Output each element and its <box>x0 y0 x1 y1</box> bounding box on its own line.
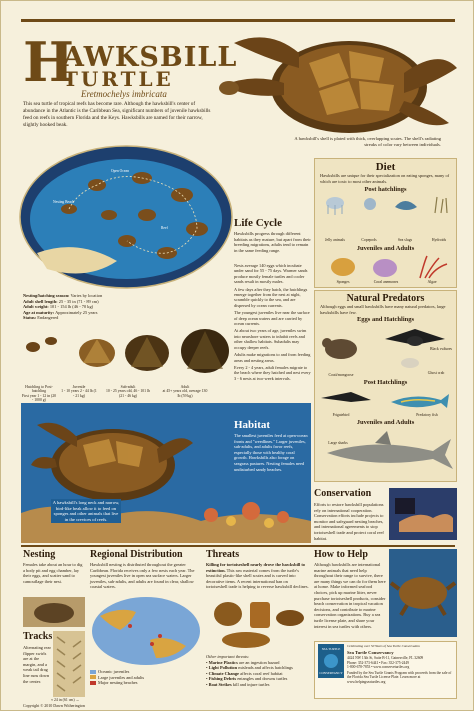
lifecycle-bullets <box>234 263 312 381</box>
legend-swatch <box>90 681 96 685</box>
lifecycle-heading: Life Cycle <box>234 217 282 229</box>
threats-other-heading: Other important threats: <box>206 654 250 659</box>
stc-name: Sea Turtle Conservancy <box>347 650 394 655</box>
predators-post-icons <box>315 388 456 414</box>
lifecycle-bullet: At about two years of age, juveniles swim into nearshore waters to inhabit reefs and other shallow habitats. Subadults may occupy deeper reefs. <box>234 328 307 350</box>
legend-swatch <box>90 670 96 674</box>
lc-label-open-ocean: Open Ocean <box>111 169 129 173</box>
stc-celebrating: Celebrating over 50 Years of Sea Turtle Conservation <box>347 644 420 648</box>
diet-panel <box>314 158 457 288</box>
lc-label-nesting: Nesting Beach <box>53 200 75 204</box>
predators-adult-heading: Juveniles and Adults <box>356 419 415 426</box>
habitat-heading: Habitat <box>234 419 271 431</box>
shell-caption: A hawksbill's shell is plated with thick, overlapping scutes. The shell's radiating streaks of color vary between individuals. <box>294 136 441 147</box>
copyright: Copyright © 2010 Dawn Witherington <box>23 703 85 708</box>
stc-address: 4424 NW 13th St, Suite B-11, Gainesville, FL 32609 Phone: 352-373-6441 • Fax: 352-375-2449 1-800-678-7853 • www.conserveturtles.org Funded by the Sea Turtle Grants Program with proceeds from the sale of the Florida Sea Turtle License Plate. Learn more at www.helpingseaturtles.org <box>347 656 455 685</box>
predators-post-heading: Post Hatchlings <box>363 379 408 386</box>
stc-web-link[interactable]: 1-800-678-7853 • www.conserveturtles.org <box>347 665 410 670</box>
pred-label-frigatebird: Frigatebird <box>332 413 350 417</box>
threat-item: • Light Pollution misleads and affects hatchlings <box>206 665 293 671</box>
predators-panel <box>314 290 457 482</box>
top-border-strip <box>21 19 455 22</box>
pred-label-fish: Predatory fish <box>416 413 438 417</box>
stat-line-maturity: Age at maturity: Approximately 25 years <box>23 309 98 315</box>
intro-text: This sea turtle of tropical reefs has become rare. Although the hawksbill's center of abundance in the Atlantic is the Caribbean Sea, significant numbers of juvenile hawksbills feed on reefs in southern Florida and the Keys. Hawksbills are named for their narrow, slightly hooked beak. <box>23 101 211 128</box>
title-line-2: TURTLE <box>63 67 174 91</box>
conservation-photo <box>389 488 457 540</box>
threat-item: • Climate Change affects coral reef habitat <box>206 670 283 676</box>
nesting-heading: Nesting <box>23 549 56 560</box>
habitat-caption: A hawksbill's long neck and narrow, bird-like beak allow it to feed on sponges and other animals that live in the crevices of reefs. <box>52 500 120 522</box>
diet-intro: Hawksbills are unique for their specialization on eating sponges, many of which are toxic to most other animals. <box>320 173 450 184</box>
distribution-map <box>90 596 202 666</box>
region-heading: Regional Distribution <box>90 549 183 560</box>
stat-line-weight: Adult weight: 101 - 154 lb (46 - 70 kg) <box>23 304 94 310</box>
conservation-text: Efforts to restore hawksbill populations rely on international cooperation. Conservation efforts include projects to monitor and safeguard nesting beaches, and international agreements to stop tortoiseshell trade and protect coral reef habitat. <box>314 502 384 541</box>
stc-block <box>314 641 457 699</box>
lifecycle-bullet: Adults make migrations to and from feeding areas and nesting areas. <box>234 352 311 363</box>
stats-block <box>23 293 211 321</box>
howto-heading: How to Help <box>314 549 368 560</box>
region-text: Hawksbill nesting is distributed throughout the greater Caribbean. Florida receives only a few nests each year. The youngest juveniles live in open sea surface waters. Larger juveniles, sub-adults, and adults are found in clear, shallow coastal waters. <box>90 562 195 590</box>
tracks-heading: Tracks <box>23 631 53 642</box>
tracks-width: ≈ 24 in (61 cm) → <box>51 698 80 702</box>
howto-photo <box>389 549 457 637</box>
conservation-heading: Conservation <box>314 488 372 499</box>
legend-item: Oceanic juveniles <box>90 669 202 675</box>
hero-turtle-illustration <box>199 23 461 141</box>
legend-item: Large juveniles and adults <box>90 675 202 681</box>
title-line-1: AWKSBILL <box>63 42 238 73</box>
diet-adult-heading: Juveniles and Adults <box>356 245 415 252</box>
diet-post-icons <box>315 193 456 215</box>
title-first-letter: H <box>23 30 75 94</box>
lifecycle-bullet: Every 2 - 4 years, adult females migrate to the beach where they hatched and nest every 3 - 6 nests at two-week intervals. <box>234 364 311 381</box>
lifecycle-bullet: A few days after they hatch, the hatchlings emerge together from the nest at night, scramble quickly to the sea, and are dispersed by ocean currents. <box>234 286 308 308</box>
pred-label-coati: Coati/mongoose <box>328 373 354 377</box>
diet-label-jelly: Jelly animals <box>325 238 345 242</box>
threat-item: • Fishing Debris entangles and drowns turtles <box>206 676 288 682</box>
scientific-name: Eretmochelys imbricata <box>81 89 167 99</box>
tracks-text: Alternating rear flipper swirls are at the margin, and a weak tail drag line runs down the center. <box>23 645 51 684</box>
stage-adult: Adult at 45+ years old, average 130 lb (59 kg) <box>162 385 208 398</box>
stage-juvenile: Juvenile 1 - 10 years 2 - 44 lb (1 - 21 kg) <box>61 385 97 398</box>
tortoiseshell-items <box>206 596 310 652</box>
diet-label-hydroids: Hydroids <box>431 238 447 242</box>
diet-label-seaslugs: Sea slugs <box>397 238 413 242</box>
threats-heading: Threats <box>206 549 240 560</box>
threats-intro: Killing for tortoiseshell nearly drove the hawksbill to extinction. This raw material comes from the turtle's beautiful plastic-like shell scutes and is carved into decorative items. A recent international ban on tortoiseshell trade is helping to reverse hawksbill declines. <box>206 562 309 590</box>
diet-adult-icons <box>315 254 456 280</box>
lc-label-reef: Reef <box>161 226 168 230</box>
nesting-photo <box>23 597 85 627</box>
diet-label-copepods: Copepods <box>361 238 377 242</box>
stc-logo-turtle-icon <box>324 654 338 668</box>
diet-heading: Diet <box>375 161 396 173</box>
section-divider <box>21 545 455 547</box>
threat-item: • Boat Strikes kill and injure turtles <box>206 681 270 687</box>
diet-label-sponges: Sponges <box>336 280 350 284</box>
predators-adult-icons <box>315 429 456 475</box>
growth-stages-illustration <box>21 323 231 383</box>
predators-intro: Although eggs and small hawksbills have many natural predators, large hawksbills have few. <box>320 304 446 315</box>
tracks-photo <box>53 631 85 697</box>
stat-line-season: Nesting/hatching season: Varies by location <box>23 293 103 298</box>
pred-label-sharks: Large sharks <box>328 441 348 445</box>
stat-line-status: Status: Endangered <box>23 315 59 321</box>
legend-item: Major nesting beaches <box>90 680 202 686</box>
predators-heading: Natural Predators <box>346 293 425 304</box>
nesting-text: Females take about an hour to dig a body pit and egg chamber, lay their eggs, and scatter sand to camouflage their nest. <box>23 562 83 584</box>
predators-eggs-heading: Eggs and Hatchlings <box>356 316 415 324</box>
diet-post-heading: Post hatchlings <box>364 186 407 194</box>
howto-text: Although hawksbills are international marine animals that need help throughout their range to survive, there are many things we can do for them here at home. Make informed seafood choices, pick up marine litter, never purchase tortoiseshell products, consider beach conservation in tropical vacation decisions, and contribute to marine conservation organizations. Buy a sea turtle license plate, and share your interest in sea turtles with others. <box>314 562 386 629</box>
threat-item: • Marine Plastics are an ingestion hazard <box>206 659 280 665</box>
lifecycle-bullet: Nests average 140 eggs which incubate under sand for 55 - 75 days. Warmer sands produce mostly female turtles and cooler sands result in mostly males. <box>234 263 308 285</box>
pred-label-crab: Ghost crab <box>427 371 445 375</box>
lifecycle-intro: Hawksbills progress through different habitats as they mature, but apart from their breeding migrations, adults tend to remain in the same feeding range. <box>234 231 311 253</box>
diet-label-algae: Algae <box>427 280 437 284</box>
pred-label-vulture: Black vultures <box>429 347 453 351</box>
region-legend <box>90 669 202 686</box>
stat-line-length: Adult shell length: 25 - 35 in (71 - 89 cm) <box>23 298 99 304</box>
legend-swatch <box>90 675 96 679</box>
diet-label-coral: Coral anemones <box>373 280 399 284</box>
lifecycle-bullet: The youngest juveniles live near the surface of deep ocean waters and are carried by ocean currents. <box>234 310 310 327</box>
stc-logo: SEA TURTLE CONSERVANCY <box>318 644 344 678</box>
life-cycle-diagram <box>17 143 235 291</box>
threats-list <box>206 654 310 688</box>
habitat-text: The smallest juveniles feed at open-ocean fronts and "weedlines." Larger juveniles, sub-adults, and adults favor reefs, especially those with healthy coral growth. Hawksbills also forage on seagrass pastures. Nesting females need undisturbed sandy beaches. <box>234 433 308 472</box>
stage-hatchling: Hatchling to Post-hatchling First year 1 - 12 in (20 - 1000 g) <box>21 385 57 403</box>
stage-subadult: Sub-adult 10 - 25 years old, 46 - 101 lb (21 - 46 kg) <box>106 385 150 398</box>
